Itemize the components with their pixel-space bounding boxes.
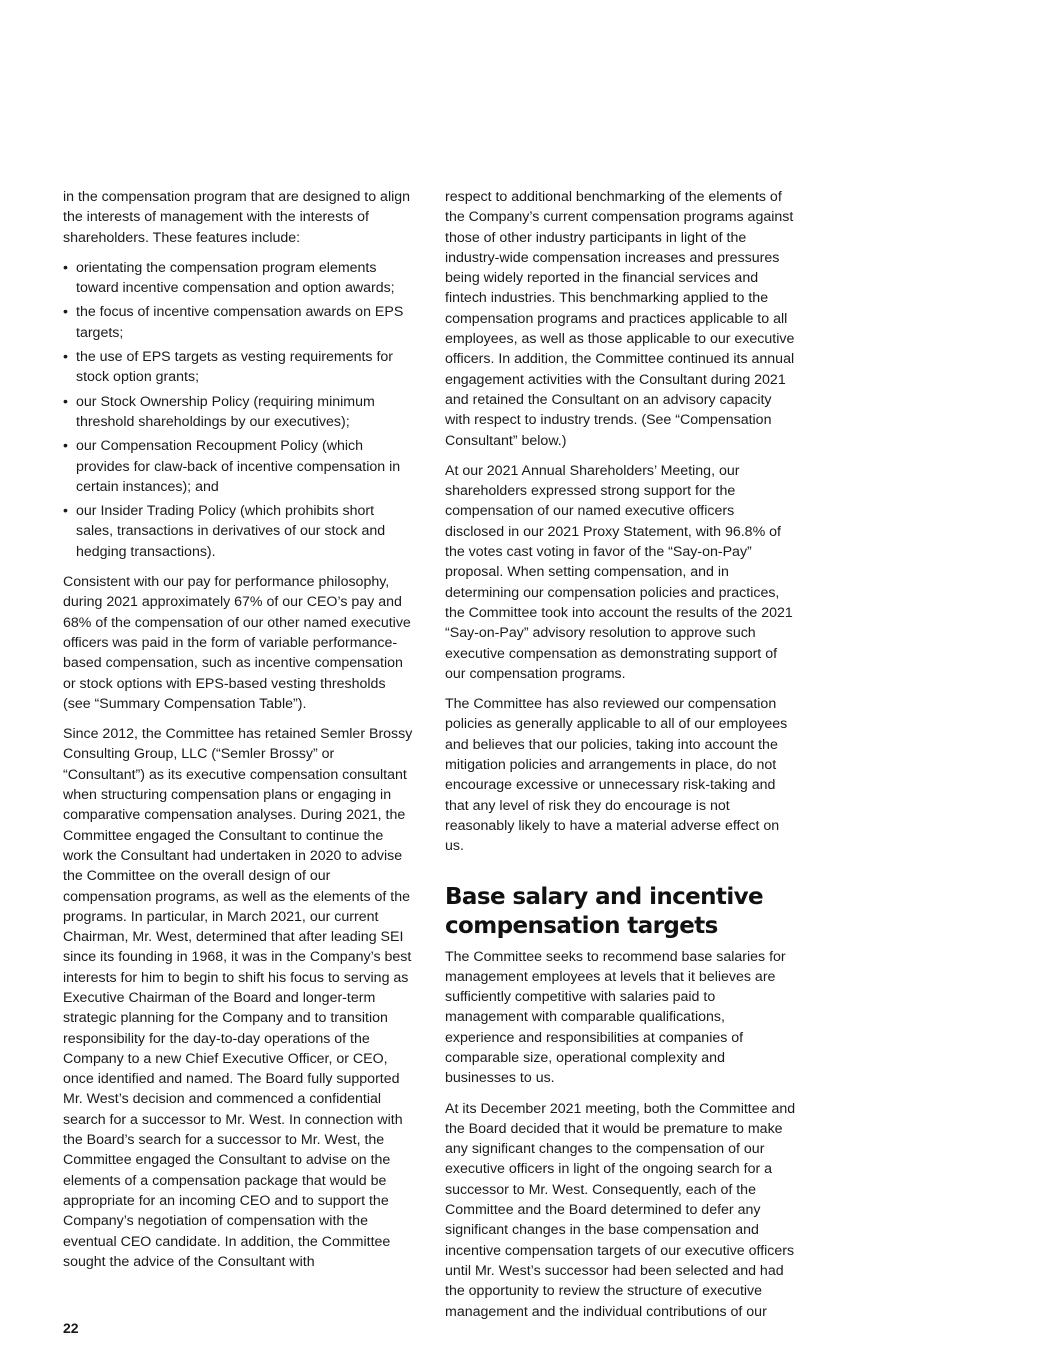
list-item: • our Compensation Recoupment Policy (which provides for claw-back of incentive compensation in certain instances); and [63, 436, 413, 497]
list-item: • the focus of incentive compensation awards on EPS targets; [63, 302, 413, 343]
list-item: • our Stock Ownership Policy (requiring minimum threshold shareholdings by our executives); [63, 392, 413, 433]
list-item: • our Insider Trading Policy (which prohibits short sales, transactions in derivatives of our stock and hedging transactions). [63, 501, 413, 562]
say-on-pay-paragraph: At our 2021 Annual Shareholders’ Meeting, our shareholders expressed strong support for the compensation of our named executive officers disclosed in our 2021 Proxy Statement, with 96.8% of the votes cast voting in favor of the “Say-on-Pay” proposal. When setting compensation, and in determining our compensation policies and practices, the Committee took into account the results of the 2021 “Say-on-Pay” advisory resolution to approve such executive compensation as demonstrating support of our compensation programs. [445, 462, 793, 682]
consultant-paragraph: Since 2012, the Committee has retained Semler Brossy Consulting Group, LLC (“Semler Brossy” or “Consultant”) as its executive compensation consultant when structuring compensation plans or engaging in comparative compensation analyses. During 2021, the Committee engaged the Consultant to continue the work the Consultant had undertaken in 2020 to advise the Committee on the overall design of our compensation programs, as well as the elements of the programs. In particular, in March 2021, our current Chairman, Mr. West, determined that after leading SEI since its founding in 1968, it was in the Company’s best interests for him to begin to shift his focus to serving as Executive Chairman of the Board and longer-term strategic planning for the Company and to transition responsibility for the day-to-day operations of the Company to a new Chief Executive Officer, or CEO, once identified and named. The Board fully supported Mr. West’s decision and commenced a confidential search for a successor to Mr. West. In connection with the Board’s search for a successor to Mr. West, the Committee engaged the Consultant to advise on the elements of a compensation package that would be appropriate for an incoming CEO and to support the Company’s negotiation of compensation with the eventual CEO candidate. In addition, the Committee sought the advice of the Consultant with [63, 726, 413, 1270]
risk-paragraph: The Committee has also reviewed our compensation policies as generally applicable to all of our employees and believes that our policies, taking into account the mitigation policies and arrangements in place, do not encourage excessive or unnecessary risk-taking and that any level of risk they do encourage is not reasonably likely to have a material adverse effect on us. [445, 696, 788, 855]
intro-paragraph: in the compensation program that are designed to align the interests of management with the interests of shareholders. These features include: [63, 189, 411, 246]
page-number: 22 [63, 1320, 79, 1336]
left-column [63, 187, 413, 1282]
december-meeting-paragraph: At its December 2021 meeting, both the Committee and the Board decided that it would be premature to make any significant changes to the compensation of our executive officers in light of the ongoing search for a successor to Mr. West. Consequently, each of the Committee and the Board determined to defer any significant changes in the base compensation and incentive compensation targets of our executive officers until Mr. West’s successor had been selected and had the opportunity to review the structure of executive management and the individual contributions of our [445, 1100, 796, 1320]
list-item: • orientating the compensation program elements toward incentive compensation and option awards; [63, 258, 413, 299]
base-salary-paragraph: The Committee seeks to recommend base salaries for management employees at levels that it believes are sufficiently competitive with salaries paid to management with comparable qualifications, experience and responsibilities at companies of comparable size, operational complexity and businesses to us. [445, 948, 786, 1087]
right-column [445, 187, 797, 1332]
benchmark-paragraph: respect to additional benchmarking of the elements of the Company’s current compensation programs against those of other industry participants in light of the industry-wide compensation increases and pressures being widely reported in the financial services and fintech industries. This benchmarking applied to the compensation programs and practices applicable to all employees, as well as those applicable to our executive officers. In addition, the Committee continued its annual engagement activities with the Consultant during 2021 and retained the Consultant on an advisory capacity with respect to industry trends. (See “Compensation Consultant” below.) [445, 189, 795, 449]
list-item: • the use of EPS targets as vesting requirements for stock option grants; [63, 347, 413, 388]
pay-performance-paragraph: Consistent with our pay for performance philosophy, during 2021 approximately 67% of our CEO’s pay and 68% of the compensation of our other named executive officers was paid in the form of variable performance-based compensation, such as incentive compensation or stock options with EPS-based vesting thresholds (see “Summary Compensation Table”). [63, 574, 411, 712]
features-list [63, 258, 413, 562]
section-heading: Base salary and incentive compensation targets [445, 883, 764, 939]
